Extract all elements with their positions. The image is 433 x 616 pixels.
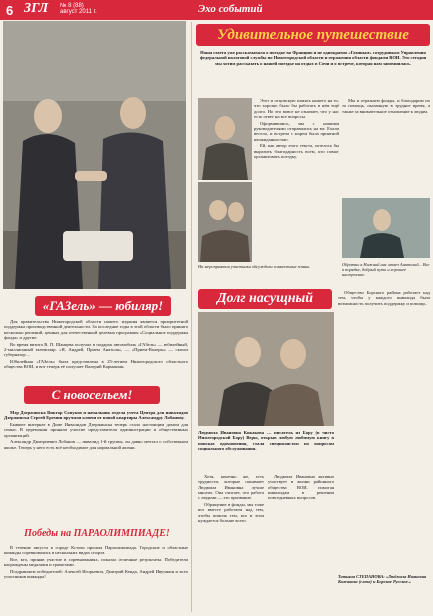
paragraph: Оформившись, мы с нашими руководителями отправились на юг. Ехали весело, и встреча с морем была приятной неожиданностью. [254, 120, 339, 142]
surprise-lead: Наша газета уже рассказывала о поездке во Францию и не однократно «Газиным» сотрудником Управления федеральной налоговой службы по Нижегородской области и отражения области фондами ВОИ. Это сегодня мы хотим рассказать о нашей поездке на отдых в Сочи и о встрече, которая нам запомнилась. [199, 50, 427, 66]
surprise-photo-right [342, 198, 430, 258]
bread-article-col3 [338, 290, 430, 570]
paragraph: Хотя, конечно же, есть трудности, которые понимает Людмила Ивановна лучше многих. Она считает, что работа с людьми — это призвание. [198, 474, 264, 501]
paragraph: Для правительства Нижегородской области нашего издания является приоритетной поддержка производственной деятельности. За последние годы в этой области было принято несколько решений, ценных для отечественной целевых программы «Социальное поддержка фонда» и другие. [4, 319, 188, 340]
paragraph: В течение августа в городе Кстово прошла Параолимпиада. Городские и областные команды соревновались в нескольких видах спорта. [4, 545, 188, 556]
bread-signoff: Татьяна СТЕПАНОВА: «Людмила Ивановна Кожакова (слева) и Борское Русское.» [338, 574, 427, 584]
paragraph: Бывшее интернат в Доме Инвалидов Дзержинска теперь стало настоящим домом для семьи. В церемонии приняли участие представители администрации и общественных организаций. [4, 422, 188, 438]
birthday-article [4, 410, 188, 522]
paragraph: Поздравляем победителей: Алексей Игорьевич, Дмитрий Кенда, Андрей Ивушкин и всех участников команды! [4, 569, 188, 580]
column-divider [191, 22, 192, 612]
paragraph: Все, кто, приняв участие в соревнованиях, показал отличные результаты. Победители награждены медалями и грамотами. [4, 557, 188, 568]
bread-photo [198, 312, 334, 426]
surprise-banner: Удивительное путешествие [196, 24, 430, 46]
bread-banner: Долг насущный [198, 289, 332, 309]
issue-number: № 8 (88) [60, 3, 84, 9]
paragraph: Во время визита В. П. Шанцева получил в подарок автомобиль «ГАЗель» — юбилейный, 2-миллионный экземпляр. «Я, Андрей, Прием Анатоля», — «Прием-Валеры» — сказал губернатор ... [4, 341, 188, 358]
gazel-photo [3, 21, 186, 289]
paragraph: Людмила Ивановна активно участвует в жизни районного общества ВОИ, помогая инвалидам в решении повседневных вопросов. [268, 474, 334, 501]
surprise-photo-bottom [198, 182, 252, 262]
surprise-photo-small [198, 98, 252, 180]
surprise-article-col2 [342, 98, 430, 198]
birthday-banner: С новосельем! [24, 386, 160, 404]
paragraph: Этот и отцовскую память нашего на то, что хорошо было бы работать в нём ещё долго. Но это вовсе не означает, что у нас есть ответ на все вопросы. [254, 98, 339, 119]
surprise-caption-1: Обратно в Нижний нас отвез Анатолий... Все в порядке, добрый путь и хорошее настроение. [342, 262, 430, 277]
paragraph: Обращение в фонды, мы тоже все вместе работаем над тем, чтобы помочь тем, кто в этом нуждается больше всего. [198, 501, 264, 523]
paragraph: Общество Борского района работает над тем, чтобы у каждого инвалида была возможность получить поддержку и помощь. [338, 290, 430, 306]
bread-article-col1 [198, 474, 264, 612]
gazel-banner: «ГАЗель» — юбиляр! [35, 296, 171, 316]
paragraph: Юбилейная «ГАЗель» была представлена в 25-летием Нижегородского областного общества ВОИ, и вот теперь её получает Валерий Кармашин. [4, 359, 188, 370]
paragraph: Александр Дмитриевич Лобанов — инвалид 1-й группы, он давно мечтал о собственном жилье. Теперь у него есть всё необходимое для нормальной жизни. [4, 439, 188, 450]
newspaper-logo: ЗГЛ [24, 1, 49, 16]
section-title: Эхо событий [198, 3, 263, 15]
issue-date: август 2011 г. [60, 9, 97, 15]
paragraph: Ей, как автор этого текста, хотелось бы выразить благодарность всем, кто помог организовать поездку. [254, 143, 339, 159]
bread-lead: Людмила Ивановна Кожакова — писатель из Бору (в чисто Нижегородской Бору) Веры, открыв любую любимую книгу в поисках вдохновения, стала специалистом по вопросам социального обслуживания. [198, 430, 334, 451]
page-header [0, 0, 433, 20]
surprise-caption-2: На мероприятии участники обсуждали совместные планы. [198, 264, 311, 269]
victory-banner: Победы на ПАРАОЛИМПИАДЕ! [24, 528, 170, 539]
victory-article [4, 545, 188, 613]
bread-article-col2 [268, 474, 334, 612]
surprise-article-col1 [254, 98, 339, 258]
issue-info [60, 3, 97, 15]
page-number: 6 [6, 3, 14, 18]
paragraph: Мы и отражаем фонды, и благодарим их за помощь, оказанную в трудное время, а также за внимательное отношение к людям. [342, 98, 430, 114]
gazel-article [4, 319, 188, 382]
paragraph: Мэр Дзержинска Виктор Сопуков и начальник отдела учета Центра для инвалидов Дзержинска Сергей Еремин вручили ключи от новой квартиры Александру Лобанову. [4, 410, 188, 421]
